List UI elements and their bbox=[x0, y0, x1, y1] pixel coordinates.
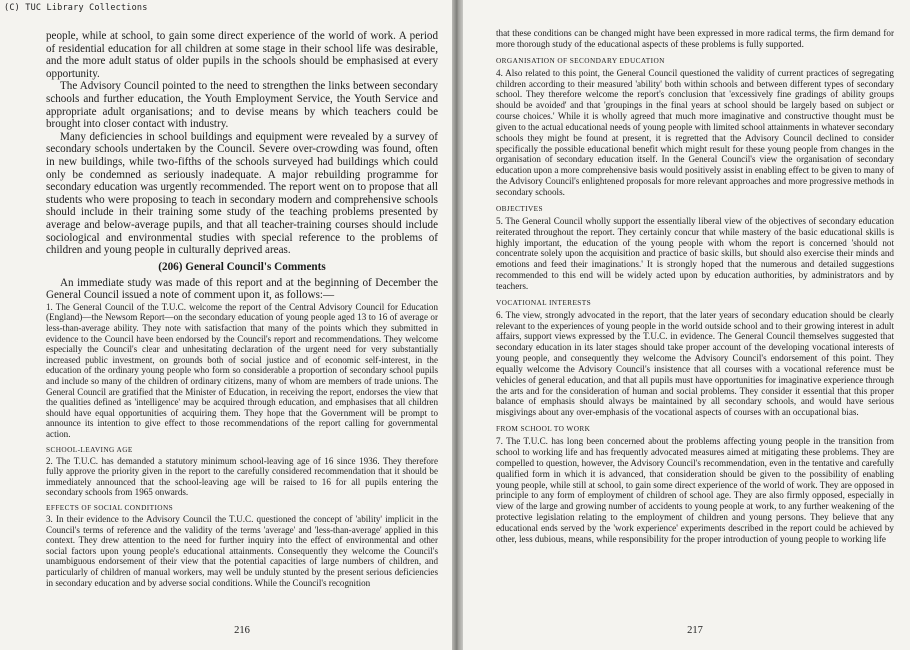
section-heading-206: (206) General Council's Comments bbox=[158, 260, 326, 273]
page-number-left: 216 bbox=[234, 625, 250, 636]
paragraph-2: 2. The T.U.C. has demanded a statutory minimum school-leaving age of 16 since 1936. They therefore fully approve the priority given in the report to the carefully considered recommendation that it should be immediately announced that the school-leaving age will be raised to 16 for all pupils entering the secondary schools from 1965 onwards. bbox=[46, 455, 438, 498]
paragraph-4: 4. Also related to this point, the General Council questioned the validity of current practices of segregating children according to their measured 'ability' both within schools and between different types of secondary school. They therefore welcome the report's conclusion that 'excessively fine gradings of ability groups should be avoided' and that 'groupings in the final years at school should be largely based on subject or course choices.' While it is wholly agreed that much more imaginative and constructive thought must be given to the actual educational needs of young people with limited school attainments in whatever secondary schools they might be found at present, it is regretted that the Advisory Council declined to consider specifically the possible educational benefit which might result for these young people from changes in the organisation of secondary education itself. In the General Council's view the organisation of secondary education upon a more comprehensive basis would positively assist in enabling effect to be given to many of the Advisory Council's enlightened proposals for more relevant approaches and more progressive methods in secondary schools. bbox=[496, 67, 894, 197]
watermark: (C) TUC Library Collections bbox=[4, 3, 148, 13]
book-gutter bbox=[452, 0, 463, 650]
page-number-right: 217 bbox=[687, 625, 703, 636]
subheading-school-to-work: FROM SCHOOL TO WORK bbox=[496, 424, 591, 434]
paragraph-1: 1. The General Council of the T.U.C. welcome the report of the Central Advisory Council for Education (England)—the Newsom Report—on the secondary education of young people aged 13 to 16 of average or less-than-average ability. They note with satisfaction that many of the points which they submitted in evidence to the Council have been endorsed by the Council's report and recommendations. They welcome especially the Council's clear and unhesitating declaration of the urgent need for very substantially increased public investment, on grounds both of social justice and of economic self-interest, in the education of the ordinary young people who form so considerable a proportion of secondary school pupils and include so many of the children of ordinary citizens, many of whom are members of trade unions. The General Council are gratified that the Minister of Education, in receiving the report, endorses the view that the qualities defined as 'intelligence' may be acquired through education, and emphasises that all children should have equal opportunities of acquiring them. They hope that the Government will be prompt to announce its intention to give effect to those recommendations of the report calling for governmental action. bbox=[46, 301, 438, 439]
paragraph-7: 7. The T.U.C. has long been concerned about the problems affecting young people in the transition from school to working life and has frequently advocated measures aimed at mitigating these problems. They are compelled to question, however, the Advisory Council's recommendation, even in the tentative and carefully qualified form in which it is advanced, that consideration should be given to the possibility of enabling young people, while still at school, to gain some direct experience of the world of work. They are opposed in principle to any form of employment of children of school age. They are also firmly opposed, especially in view of the large and growing number of accidents to young people at work, to any further weakening of the protective legislation relating to the employment of children and young persons. They believe that any educational ends served by the 'work experience' experiments described in the report could be achieved by other, less dubious, means, while responsibility for the proper introduction of young people to working life bbox=[496, 436, 894, 544]
continuation-paragraph: that these conditions can be changed might have been expressed in more radical terms, the firm demand for more thorough study of the educational aspects of these problems is fully supported. bbox=[496, 28, 894, 49]
right-page bbox=[463, 0, 910, 650]
left-page bbox=[0, 0, 452, 650]
subheading-vocational: VOCATIONAL INTERESTS bbox=[496, 297, 592, 307]
paragraph-3: 3. In their evidence to the Advisory Council the T.U.C. questioned the concept of 'ability' implicit in the Council's terms of reference and the validity of the terms 'average' and 'less-than-average' applied in this context. They drew attention to the need for further inquiry into the effect of environmental and other social factors upon young people's educational attainments. Consequently they welcome the Council's unambiguous endorsement of their view that the potential capacities of large numbers of children, and particularly of children of manual workers, may well be unduly stunted by the present serious deficiencies in secondary education and by adverse social conditions. While the Council's recognition bbox=[46, 513, 438, 588]
subheading-organisation: ORGANISATION OF SECONDARY EDUCATION bbox=[496, 55, 665, 65]
comments-intro: An immediate study was made of this report and at the beginning of December the General Council issued a note of comment upon it, as follows:— bbox=[46, 276, 438, 302]
subheading-objectives: OBJECTIVES bbox=[496, 203, 543, 213]
intro-paragraph-2: The Advisory Council pointed to the need to strengthen the links between secondary schools and further education, the Youth Employment Service, the Youth Service and appropriate adult organisations; and to devise means by which teachers could be brought into closer contact with industry. bbox=[46, 80, 438, 131]
intro-paragraph-1: people, while at school, to gain some direct experience of the world of work. A period of residential education for all children at some stage in their school life was desirable, and the more adult status of older pupils in the schools should be emphasised at every opportunity. bbox=[46, 30, 438, 80]
paragraph-6: 6. The view, strongly advocated in the report, that the later years of secondary education should be clearly relevant to the experiences of young people in the world outside school and to their growing interest in adult affairs, support views expressed by the T.U.C. in evidence. The General Council themselves suggested that secondary education in its later stages should take proper account of the developing vocational interests of young people, and consequently they welcome the Advisory Council's endorsement of this point. They equally welcome the Advisory Council's insistence that all courses with a vocational reference must be vehicles of general education, and that all pupils must have opportunities for imaginative experience through the arts and for the consideration of human and social problems. They consider it essential that this proper balance of emphasis should always be maintained by all secondary schools, and would have serious misgivings about any over-emphasis of the vocational aspects of courses with an occupational bias. bbox=[496, 309, 894, 418]
subheading-social-conditions: EFFECTS OF SOCIAL CONDITIONS bbox=[46, 502, 174, 512]
paragraph-5: 5. The General Council wholly support the essentially liberal view of the objectives of secondary education reiterated throughout the report. They certainly concur that while mastery of the basic educational skills is highly important, the education of the young people with whom the report is concerned 'should not concentrate solely upon the acquisition and practice of basic skills, but should also exercise their minds and emotions and feed their imaginations.' It is strongly hoped that the numerous and detailed suggestions recommended to this end will be widely acted upon by education authorities, by administrators and by teachers. bbox=[496, 215, 894, 291]
subheading-school-leaving-age: SCHOOL-LEAVING AGE bbox=[46, 444, 133, 454]
intro-paragraph-3: Many deficiencies in school buildings and equipment were revealed by a survey of secondary schools undertaken by the Council. Severe over-crowding was found, often in new buildings, while two-fifths of the schools surveyed had buildings which could only be condemned as seriously inadequate. A major rebuilding programme for secondary education was urgently recommended. The report went on to propose that all students who were proposing to teach in secondary modern and comprehensive schools should include in their training some study of the teaching problems presented by average and below-average pupils, and that all teacher-training courses should include sociological and environmental studies with special reference to the problems of children and young people in culturally deprived areas. bbox=[46, 130, 438, 257]
